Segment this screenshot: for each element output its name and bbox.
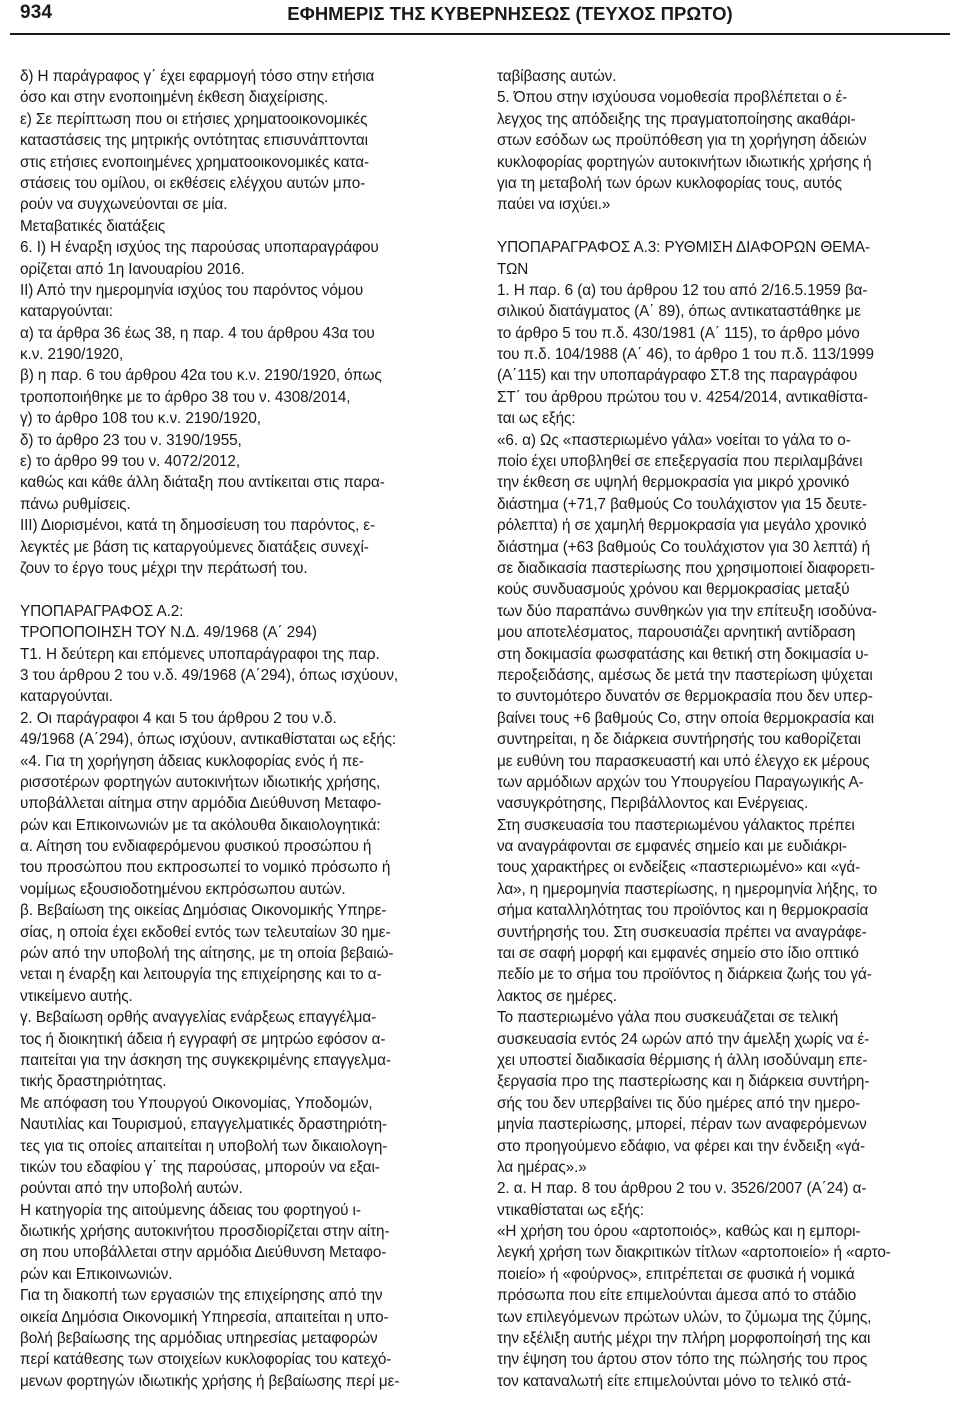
left-text-column [20, 66, 486, 1406]
text-line: ΤΡΟΠΟΠΟΙΗΣΗ ΤΟΥ Ν.Δ. 49/1968 (Α΄ 294) [20, 624, 317, 642]
text-line: λεγκτές με βάση τις καταργούμενες διατάξεις συνεχί- [20, 538, 369, 556]
text-line: Για τη διακοπή των εργασιών της επιχείρησης από την [20, 1287, 383, 1305]
text-line: βολή βεβαίωσης της αρμόδιας υπηρεσίας μεταφορών [20, 1330, 378, 1348]
text-line: διωτικής χρήσης αυτοκινήτου προσδιορίζεται στην αίτη- [20, 1223, 390, 1241]
text-line: τους χαρακτήρες οι ενδείξεις «παστεριωμένο» και «γά- [497, 859, 861, 877]
text-line: συντηρείται, η δε διάρκεια συντήρησής του καθορίζεται [497, 731, 861, 749]
text-line: λακτος σε ημέρες. [497, 987, 617, 1005]
text-line: γ) το άρθρο 108 του κ.ν. 2190/1920, [20, 410, 261, 428]
text-line: την εξέλιξη αυτής μέχρι την πλήρη μορφοποίησή της και [497, 1330, 871, 1348]
text-line: (Α΄115) και την υποπαράγραφο ΣΤ.8 της παραγράφου [497, 367, 858, 385]
text-line: Στη συσκευασία του παστεριωμένου γάλακτος πρέπει [497, 816, 855, 834]
text-line: Η κατηγορία της αιτούμενης άδειας του φορτηγού ι- [20, 1201, 361, 1219]
text-line: ε) Σε περίπτωση που οι ετήσιες χρηματοοικονομικές [20, 110, 368, 128]
text-line: την έκθεση σε υψηλή θερμοκρασία για μικρό χρονικό [497, 474, 850, 492]
text-line: «4. Για τη χορήγηση άδειας κυκλοφορίας ενός ή πε- [20, 752, 364, 770]
text-line: 2. α. Η παρ. 8 του άρθρου 2 του ν. 3526/2007 (Α΄24) α- [497, 1180, 867, 1198]
text-line: για τη μεταβολή των όρων κυκλοφορίας τους, αυτός [497, 174, 842, 192]
text-line: κούς συνδυασμούς χρόνου και θερμοκρασίας μεταξύ [497, 581, 850, 599]
text-line: ξεργασία προ της παστερίωσης και η διάρκεια συντήρη- [497, 1073, 870, 1091]
text-line: 5. Όπου στην ισχύουσα νομοθεσία προβλέπεται ο έ- [497, 89, 848, 107]
text-line: διάστημα (+63 βαθμούς Co τουλάχιστον για 30 λεπτά) ή [497, 538, 871, 556]
text-line: καθώς και κάθε άλλη διάταξη που αντίκειται στις παρα- [20, 474, 385, 492]
text-line: ρούνται από την υποβολή αυτών. [20, 1180, 243, 1198]
text-line: των επιλεγόμενων πρώτων υλών, το ζύμωμα της ζύμης, [497, 1308, 872, 1326]
text-line: νασυγκρότησης, Περιβάλλοντος και Ενέργειας. [497, 795, 809, 813]
text-line: συντήρησής του. Στη συσκευασία πρέπει να αναγράφε- [497, 923, 867, 941]
text-line: 3 του άρθρου 2 του ν.δ. 49/1968 (Α΄294), όπως ισχύουν, [20, 666, 399, 684]
text-line: ρών και Επικοινωνιών με τα ακόλουθα δικαιολογητικά: [20, 816, 381, 834]
text-line: στο προηγούμενο εδάφιο, να φέρει και την ένδειξη «γά- [497, 1137, 866, 1155]
text-line: τικών του εδαφίου γ΄ της παρούσας, μπορούν να εξαι- [20, 1158, 380, 1176]
text-line: γ. Βεβαίωση ορθής αναγγελίας ενάρξεως επαγγέλμα- [20, 1009, 377, 1027]
text-line: ποιείο» ή «φούρνος», επιτρέπεται σε φυσικά ή νομικά [497, 1265, 855, 1283]
gazette-title: ΕΦΗΜΕΡΙΣ ΤΗΣ ΚΥΒΕΡΝΗΣΕΩΣ (ΤΕΥΧΟΣ ΠΡΩΤΟ) [287, 3, 733, 24]
text-line: ΥΠΟΠΑΡΑΓΡΑΦΟΣ Α.3: ΡΥΘΜΙΣΗ ΔΙΑΦΟΡΩΝ ΘΕΜΑ- [497, 239, 871, 257]
text-line: ρών και Επικοινωνιών. [20, 1265, 173, 1283]
text-line: ταβίβασης αυτών. [497, 68, 617, 85]
text-line: δ) το άρθρο 23 του ν. 3190/1955, [20, 431, 242, 449]
text-line: περοξειδάσης, αμέσως δε μετά την παστερίωση ψύχεται [497, 666, 873, 684]
text-line: 2. Οι παράγραφοι 4 και 5 του άρθρου 2 του ν.δ. [20, 709, 337, 727]
text-line: νομίμως εξουσιοδοτημένου εκπρόσωπου αυτών. [20, 880, 346, 898]
text-line: ΙΙΙ) Διορισμένοι, κατά τη δημοσίευση του παρόντος, ε- [20, 517, 375, 535]
text-line: λα ημέρας».» [497, 1158, 587, 1176]
text-line: κ.ν. 2190/1920, [20, 346, 124, 364]
text-line: ρούν να συγχωνεύονται σε μία. [20, 196, 228, 214]
text-line: σε διαδικασία παστερίωσης που χρησιμοποιεί διαφορετι- [497, 559, 875, 577]
text-line: «6. α) Ως «παστεριωμένο γάλα» νοείται το γάλα το ο- [497, 431, 851, 449]
text-line: Ναυτιλίας και Τουρισμού, επαγγελματικές δραστηριότη- [20, 1116, 387, 1134]
text-line: μου αποτελέσματος, παρουσιάζει αρνητική αντίδραση [497, 624, 856, 642]
text-line: των αρμόδιων αρχών του Υπουργείου Παραγωγικής Α- [497, 773, 864, 791]
text-line: λεγκή χρήση των διακριτικών τίτλων «αρτοποιείο» ή «αρτο- [497, 1244, 891, 1262]
text-line: όσο και στην ενοποιημένη έκθεση διαχείρισης. [20, 89, 329, 107]
text-line: καταργούνται. [20, 688, 113, 706]
text-line: ζουν το έργο τους μέχρι την περάτωσή του. [20, 559, 308, 577]
text-line: β. Βεβαίωση της οικείας Δημόσιας Οικονομικής Υπηρε- [20, 902, 387, 920]
text-line: τροποποιήθηκε με το άρθρο 38 του ν. 4308/2014, [20, 388, 351, 406]
text-line: α. Αίτηση του ενδιαφερόμενου φυσικού προσώπου ή [20, 838, 372, 856]
text-line: σής του δεν υπερβαίνει τις δύο ημέρες από την ημερο- [497, 1094, 861, 1112]
text-line [497, 216, 947, 237]
text-line: τικής δραστηριότητας. [20, 1073, 167, 1091]
text-line: ΙΙ) Από την ημερομηνία ισχύος του παρόντος νόμου [20, 281, 364, 299]
text-line: με ευθύνη του παρασκευαστή και υπό έλεγχο εκ μέρους [497, 752, 870, 770]
text-line: σίας, η οποία έχει εκδοθεί εντός των τελευταίων 30 ημε- [20, 923, 391, 941]
text-line: στάσεις του ομίλου, οι εκθέσεις ελέγχου αυτών μπο- [20, 174, 366, 192]
text-line: ση που υποβάλλεται στην αρμόδια Διεύθυνση Μεταφο- [20, 1244, 387, 1262]
text-line: 49/1968 (Α΄294), όπως ισχύουν, αντικαθίσταται ως εξής: [20, 731, 397, 749]
text-line: δ) Η παράγραφος γ΄ έχει εφαρμογή τόσο στην ετήσια [20, 68, 375, 85]
text-line: σιλικού διατάγματος (Α΄ 89), όπως αντικαταστάθηκε με [497, 303, 861, 321]
text-line: οικεία Δημόσια Οικονομική Υπηρεσία, απαιτείται η υπο- [20, 1308, 389, 1326]
text-line: ποίο έχει υποβληθεί σε επεξεργασία που περιλαμβάνει [497, 453, 863, 471]
text-line: βαίνει τους +6 βαθμούς Co, στην οποία θερμοκρασία και [497, 709, 875, 727]
text-line: σήμα καταλληλότητας του προϊόντος και η θερμοκρασία [497, 902, 869, 920]
text-line: ντικαθίσταται ως εξής: [497, 1201, 644, 1219]
text-line: τες για τις οποίες απαιτείται η υποβολή των δικαιολογη- [20, 1137, 388, 1155]
text-line: πάνω ρυθμίσεις. [20, 495, 131, 513]
text-line: α) τα άρθρα 36 έως 38, η παρ. 4 του άρθρου 43α του [20, 324, 375, 342]
text-line: ται ως εξής: [497, 410, 576, 428]
text-line: το άρθρο 5 του π.δ. 430/1981 (Α΄ 115), το άρθρο μόνο [497, 324, 860, 342]
page-number: 934 [20, 2, 53, 23]
text-line: β) η παρ. 6 του άρθρου 42α του κ.ν. 2190/1920, όπως [20, 367, 382, 385]
text-line: περί κατάθεσης των στοιχείων κυκλοφορίας του κατεχό- [20, 1351, 392, 1369]
text-line: να αναγράφονται σε εμφανές σημείο και με ευδιάκρι- [497, 838, 848, 856]
text-line: πρόσωπα που είτε επιμελούνται άμεσα από το στάδιο [497, 1287, 857, 1305]
text-line: υποβάλλεται αίτημα στην αρμόδια Διεύθυνση Μεταφο- [20, 795, 382, 813]
text-line: διάστημα (+71,7 βαθμούς Co τουλάχιστον για 15 δευτε- [497, 495, 867, 513]
page-header [0, 0, 960, 34]
text-line: του π.δ. 104/1988 (Α΄ 46), το άρθρο 1 του π.δ. 113/1999 [497, 346, 874, 364]
text-line [20, 579, 486, 600]
text-line: παιτείται για την άσκηση της συγκεκριμένης επαγγελμα- [20, 1051, 391, 1069]
text-line: κυκλοφορίας φορτηγών αυτοκινήτων ιδιωτικής χρήσης ή [497, 153, 872, 171]
text-line: ντικείμενο αυτής. [20, 987, 133, 1005]
text-line: λεγχος της απόδειξης της πραγματοποίησης ακαθάρι- [497, 110, 856, 128]
text-line: χει υποστεί διαδικασία θέρμισης ή άλλη ισοδύναμη επε- [497, 1051, 868, 1069]
text-line: τος ή διοικητική άδεια ή εγγραφή σε μητρώο εφόσον α- [20, 1030, 386, 1048]
text-line: τον καταναλωτή είτε επιμελούνται μόνο το τελικό στά- [497, 1372, 852, 1390]
text-line: ορίζεται από 1η Ιανουαρίου 2016. [20, 260, 245, 278]
text-line: ΥΠΟΠΑΡΑΓΡΑΦΟΣ Α.2: [20, 602, 184, 620]
right-text-column [497, 66, 947, 1406]
text-line: ΣΤ΄ του άρθρου πρώτου του ν. 4254/2014, αντικαθίστα- [497, 388, 868, 406]
text-line: Με απόφαση του Υπουργού Οικονομίας, Υποδομών, [20, 1094, 373, 1112]
text-line: Το παστεριωμένο γάλα που συσκευάζεται σε τελική [497, 1009, 839, 1027]
text-line: ΤΩΝ [497, 260, 529, 278]
text-line: λα», η ημερομηνία παστερίωσης, η ημερομηνία λήξης, το [497, 880, 878, 898]
text-line: την έψηση του άρτου στον τόπο της πώλησής του προς [497, 1351, 868, 1369]
text-line: πεδίο με το σήμα του προϊόντος η διάρκεια ζωής του γά- [497, 966, 872, 984]
text-line: στων εσόδων ως προϋπόθεση για τη χορήγηση άδειών [497, 132, 867, 150]
header-rule [10, 33, 950, 35]
text-line: του προσώπου που εκπροσωπεί το νομικό πρόσωπο ή [20, 859, 391, 877]
text-line: καταργούνται: [20, 303, 113, 321]
text-line: μηνία παστερίωσης, μπορεί, πέραν των αναφερόμενων [497, 1116, 867, 1134]
text-line: παύει να ισχύει.» [497, 196, 611, 214]
text-line: ρισσοτέρων φορτηγών αυτοκινήτων ιδιωτικής χρήσης, [20, 773, 381, 791]
text-line: 6. Ι) Η έναρξη ισχύος της παρούσας υποπαραγράφου [20, 239, 379, 257]
text-line: μενων φορτηγών ιδιωτικής χρήσης ή βεβαίωσης περί με- [20, 1372, 400, 1390]
text-line: νεται η έναρξη και λειτουργία της επιχείρησης και το α- [20, 966, 382, 984]
text-line: «Η χρήση του όρου «αρτοποιός», καθώς και η εμπορι- [497, 1223, 861, 1241]
text-line: συσκευασία εντός 24 ωρών από την άμελξη χωρίς να έ- [497, 1030, 870, 1048]
text-line: ται σε σαφή μορφή και εμφανές σημείο στο ίδιο οπτικό [497, 945, 859, 963]
text-line: Τ1. Η δεύτερη και επόμενες υποπαράγραφοι της παρ. [20, 645, 380, 663]
text-line: στη δοκιμασία φωσφατάσης και θετική στη δοκιμασία υ- [497, 645, 869, 663]
text-line: στις ετήσιες ενοποιημένες χρηματοοικονομικές κατα- [20, 153, 370, 171]
text-line: καταστάσεις της μητρικής οντότητας επισυνάπτονται [20, 132, 368, 150]
text-line: των δύο παραπάνω συνθηκών για την επίτευξη ισοδύνα- [497, 602, 877, 620]
text-line: το συντομότερο δυνατόν σε θερμοκρασία που δεν υπερ- [497, 688, 873, 706]
text-line: Μεταβατικές διατάξεις [20, 217, 166, 235]
text-line: 1. Η παρ. 6 (α) του άρθρου 12 του από 2/16.5.1959 βα- [497, 281, 868, 299]
text-line: ρόλεπτα) ή σε χαμηλή θερμοκρασία για μεγάλο χρονικό [497, 517, 867, 535]
text-line: ρών από την υποβολή της αίτησης, με τη οποία βεβαιώ- [20, 945, 394, 963]
text-line: ε) το άρθρο 99 του ν. 4072/2012, [20, 453, 240, 471]
